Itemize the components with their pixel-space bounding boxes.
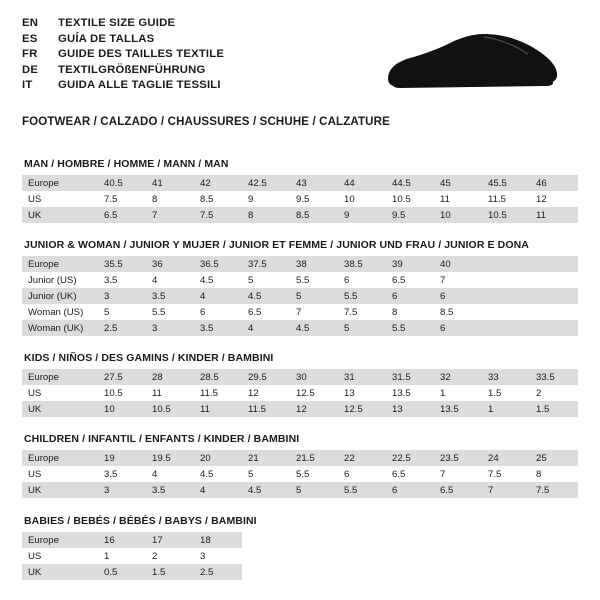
language-row: [22, 78, 224, 94]
cell: 6.5: [98, 207, 146, 223]
document-header: [22, 16, 578, 97]
cell: 24: [482, 450, 530, 466]
cell: 44.5: [386, 175, 434, 191]
cell: 45.5: [482, 175, 530, 191]
cell: 1.5: [530, 401, 578, 417]
cell: [242, 548, 290, 564]
size-table-babies: [22, 532, 578, 580]
cell: 2: [152, 550, 158, 562]
cell: 8: [242, 207, 290, 223]
cell: 7: [440, 274, 446, 286]
cell: 7.5: [344, 306, 358, 318]
row-label: UK: [22, 564, 98, 580]
cell: [530, 288, 578, 304]
cell: 38: [290, 256, 338, 272]
row-label: US: [28, 193, 42, 205]
row-label: Junior (US): [28, 274, 77, 286]
cell: 37.5: [242, 256, 290, 272]
cell: 16: [98, 532, 146, 548]
cell: 9: [248, 193, 254, 205]
cell: 28: [146, 369, 194, 385]
cell: 6.5: [434, 482, 482, 498]
cell: 30: [290, 369, 338, 385]
cell: 8.5: [200, 193, 214, 205]
section-title: BABIES / BEBÉS / BÉBÉS / BABYS / BAMBINI: [24, 515, 257, 527]
cell: 43: [290, 175, 338, 191]
cell: 7: [482, 482, 530, 498]
cell: [530, 532, 578, 548]
cell: 1: [440, 387, 446, 399]
cell: 6: [386, 288, 434, 304]
cell: 23.5: [434, 450, 482, 466]
cell: 5.5: [296, 274, 310, 286]
section-title: JUNIOR & WOMAN / JUNIOR Y MUJER / JUNIOR ET FEMME / JUNIOR UND FRAU / JUNIOR E DONA: [24, 239, 529, 251]
table-row: [22, 548, 578, 564]
cell: [338, 532, 386, 548]
cell: 39: [386, 256, 434, 272]
cell: 6: [434, 288, 482, 304]
cell: 7.5: [530, 482, 578, 498]
row-label: Europe: [22, 175, 98, 191]
cell: 40.5: [98, 175, 146, 191]
cell: [386, 532, 434, 548]
cell: 2.5: [98, 320, 146, 336]
cell: 6.5: [392, 468, 406, 480]
cell: 10.5: [104, 387, 123, 399]
section-babies: [22, 515, 578, 580]
language-code: ES: [22, 32, 38, 45]
cell: 4.5: [242, 288, 290, 304]
cell: 36: [146, 256, 194, 272]
cell: 5.5: [338, 482, 386, 498]
table-row: [22, 385, 578, 401]
cell: 42: [194, 175, 242, 191]
cell: [242, 564, 290, 580]
cell: [530, 320, 578, 336]
cell: 40: [434, 256, 482, 272]
cell: [482, 320, 530, 336]
cell: 12.5: [296, 387, 315, 399]
cell: 6: [344, 274, 350, 286]
cell: 10: [434, 207, 482, 223]
cell: 21: [242, 450, 290, 466]
cell: 3: [146, 320, 194, 336]
cell: 5.5: [386, 320, 434, 336]
cell: 4: [152, 274, 158, 286]
cell: 10: [98, 401, 146, 417]
cell: 3.5: [104, 468, 118, 480]
language-code: EN: [22, 17, 39, 29]
cell: 5.5: [152, 306, 166, 318]
cell: 6: [386, 482, 434, 498]
table-row: [22, 256, 578, 272]
table-row: [22, 450, 578, 466]
cell: 6: [200, 306, 206, 318]
language-row: [22, 47, 224, 63]
row-label: US: [28, 387, 42, 399]
cell: 13: [344, 387, 355, 399]
cell: 41: [146, 175, 194, 191]
cell: [338, 564, 386, 580]
cell: [290, 548, 338, 564]
cell: 11: [152, 387, 162, 399]
cell: [530, 304, 578, 320]
cell: 2.5: [194, 564, 242, 580]
cell: 6.5: [248, 306, 262, 318]
cell: 9: [338, 207, 386, 223]
cell: 3.5: [146, 288, 194, 304]
cell: 12: [248, 387, 259, 399]
cell: 4.5: [290, 320, 338, 336]
table-row: [22, 466, 578, 482]
row-label: Europe: [22, 450, 98, 466]
cell: [434, 548, 482, 564]
size-table-man: [22, 175, 578, 223]
row-label: Europe: [22, 532, 98, 548]
cell: 8: [536, 468, 542, 480]
cell: 11.5: [488, 193, 506, 205]
cell: 5.5: [338, 288, 386, 304]
cell: 10.5: [146, 401, 194, 417]
cell: 21.5: [290, 450, 338, 466]
cell: 4.5: [200, 274, 214, 286]
cell: 3: [98, 288, 146, 304]
cell: 11.5: [242, 401, 290, 417]
cell: 4: [194, 482, 242, 498]
table-row: [22, 272, 578, 288]
cell: 31.5: [386, 369, 434, 385]
table-row: [22, 288, 578, 304]
cell: 35.5: [98, 256, 146, 272]
cell: 44: [338, 175, 386, 191]
cell: [290, 564, 338, 580]
cell: 5: [338, 320, 386, 336]
cell: 36.5: [194, 256, 242, 272]
cell: 13: [386, 401, 434, 417]
cell: 11: [194, 401, 242, 417]
cell: 10: [344, 193, 355, 205]
dress-shoe-icon: [380, 30, 560, 97]
cell: 4.5: [242, 482, 290, 498]
language-title: GUIDE DES TAILLES TEXTILE: [58, 48, 225, 61]
cell: 1.5: [146, 564, 194, 580]
cell: [482, 548, 530, 564]
cell: 8.5: [290, 207, 338, 223]
cell: [482, 256, 530, 272]
cell: 3: [98, 482, 146, 498]
language-title-list: [22, 16, 224, 94]
cell: 1: [482, 401, 530, 417]
cell: 13.5: [392, 387, 411, 399]
cell: 46: [530, 175, 578, 191]
cell: 7.5: [488, 468, 502, 480]
row-label: Woman (US): [28, 306, 84, 318]
row-label: Europe: [22, 256, 98, 272]
cell: [530, 564, 578, 580]
cell: 18: [194, 532, 242, 548]
cell: 10.5: [392, 193, 411, 205]
cell: 9.5: [386, 207, 434, 223]
language-title: GUÍA DE TALLAS: [58, 32, 155, 45]
cell: [434, 532, 482, 548]
cell: 22.5: [386, 450, 434, 466]
table-row: [22, 207, 578, 223]
language-row: [22, 32, 224, 48]
cell: 11: [530, 207, 578, 223]
cell: 12: [536, 193, 547, 205]
cell: 5.5: [296, 468, 310, 480]
cell: [482, 304, 530, 320]
table-row: [22, 532, 578, 548]
cell: 27.5: [98, 369, 146, 385]
row-label: UK: [22, 401, 98, 417]
row-label: US: [28, 550, 42, 562]
cell: 7.5: [194, 207, 242, 223]
size-table-kids: [22, 369, 578, 417]
cell: 3: [200, 550, 206, 562]
cell: 19: [98, 450, 146, 466]
language-title: GUIDA ALLE TAGLIE TESSILI: [58, 79, 221, 92]
cell: 5: [290, 288, 338, 304]
cell: 4: [242, 320, 290, 336]
cell: 12: [290, 401, 338, 417]
cell: 5: [248, 274, 254, 286]
cell: [386, 548, 434, 564]
language-title: TEXTILGRÖßENFÜHRUNG: [58, 63, 206, 76]
cell: 20: [194, 450, 242, 466]
cell: 6: [344, 468, 350, 480]
cell: 11: [440, 193, 450, 205]
section-man: [22, 158, 578, 223]
language-code: IT: [22, 79, 33, 92]
cell: 5: [248, 468, 254, 480]
language-code: DE: [22, 63, 39, 76]
cell: [386, 564, 434, 580]
cell: 4: [152, 468, 158, 480]
table-row: [22, 401, 578, 417]
table-row: [22, 320, 578, 336]
cell: 22: [338, 450, 386, 466]
table-row: [22, 564, 578, 580]
cell: 1.5: [488, 387, 502, 399]
row-label: US: [28, 468, 42, 480]
cell: [530, 256, 578, 272]
cell: 9.5: [296, 193, 310, 205]
size-table-junior-woman: [22, 256, 578, 336]
cell: [434, 564, 482, 580]
cell: 42.5: [242, 175, 290, 191]
cell: 32: [434, 369, 482, 385]
section-title: MAN / HOMBRE / HOMME / MANN / MAN: [24, 158, 229, 170]
cell: 11.5: [200, 387, 218, 399]
cell: 33.5: [530, 369, 578, 385]
cell: 17: [146, 532, 194, 548]
cell: 7: [296, 306, 302, 318]
cell: [242, 532, 290, 548]
size-table-children: [22, 450, 578, 498]
language-code: FR: [22, 48, 38, 61]
cell: 6: [434, 320, 482, 336]
cell: 38.5: [338, 256, 386, 272]
cell: 13.5: [434, 401, 482, 417]
cell: 8: [152, 193, 158, 205]
cell: 12.5: [338, 401, 386, 417]
cell: 3.5: [146, 482, 194, 498]
cell: [482, 272, 530, 288]
cell: 7: [146, 207, 194, 223]
table-row: [22, 175, 578, 191]
cell: 3.5: [104, 274, 118, 286]
cell: 6.5: [392, 274, 406, 286]
cell: 29.5: [242, 369, 290, 385]
section-kids: [22, 352, 578, 417]
row-label: UK: [22, 207, 98, 223]
cell: 28.5: [194, 369, 242, 385]
cell: 7: [440, 468, 446, 480]
table-row: [22, 369, 578, 385]
table-row: [22, 482, 578, 498]
cell: [290, 532, 338, 548]
section-children: [22, 433, 578, 498]
language-row: [22, 63, 224, 79]
cell: 7.5: [104, 193, 118, 205]
cell: 3.5: [194, 320, 242, 336]
cell: 4.5: [200, 468, 214, 480]
table-row: [22, 191, 578, 207]
cell: 10.5: [482, 207, 530, 223]
cell: 8: [392, 306, 398, 318]
cell: [338, 548, 386, 564]
cell: 25: [530, 450, 578, 466]
cell: 1: [104, 550, 110, 562]
cell: [482, 288, 530, 304]
cell: 33: [482, 369, 530, 385]
cell: [482, 532, 530, 548]
cell: 45: [434, 175, 482, 191]
cell: 19.5: [146, 450, 194, 466]
section-junior-woman: [22, 239, 578, 336]
row-label: UK: [22, 482, 98, 498]
cell: 31: [338, 369, 386, 385]
row-label: Woman (UK): [22, 320, 98, 336]
cell: 5: [290, 482, 338, 498]
cell: [482, 564, 530, 580]
table-row: [22, 304, 578, 320]
cell: 5: [104, 306, 110, 318]
cell: 8.5: [440, 306, 454, 318]
cell: [530, 548, 578, 564]
row-label: Europe: [22, 369, 98, 385]
language-title: TEXTILE SIZE GUIDE: [58, 17, 176, 29]
language-row: [22, 16, 224, 32]
cell: [530, 272, 578, 288]
cell: 0.5: [98, 564, 146, 580]
row-label: Junior (UK): [22, 288, 98, 304]
cell: 4: [194, 288, 242, 304]
category-heading: FOOTWEAR / CALZADO / CHAUSSURES / SCHUHE / CALZATURE: [22, 116, 390, 128]
section-title: KIDS / NIÑOS / DES GAMINS / KINDER / BAMBINI: [24, 352, 274, 364]
section-title: CHILDREN / INFANTIL / ENFANTS / KINDER / BAMBINI: [24, 433, 300, 445]
cell: 2: [536, 387, 542, 399]
